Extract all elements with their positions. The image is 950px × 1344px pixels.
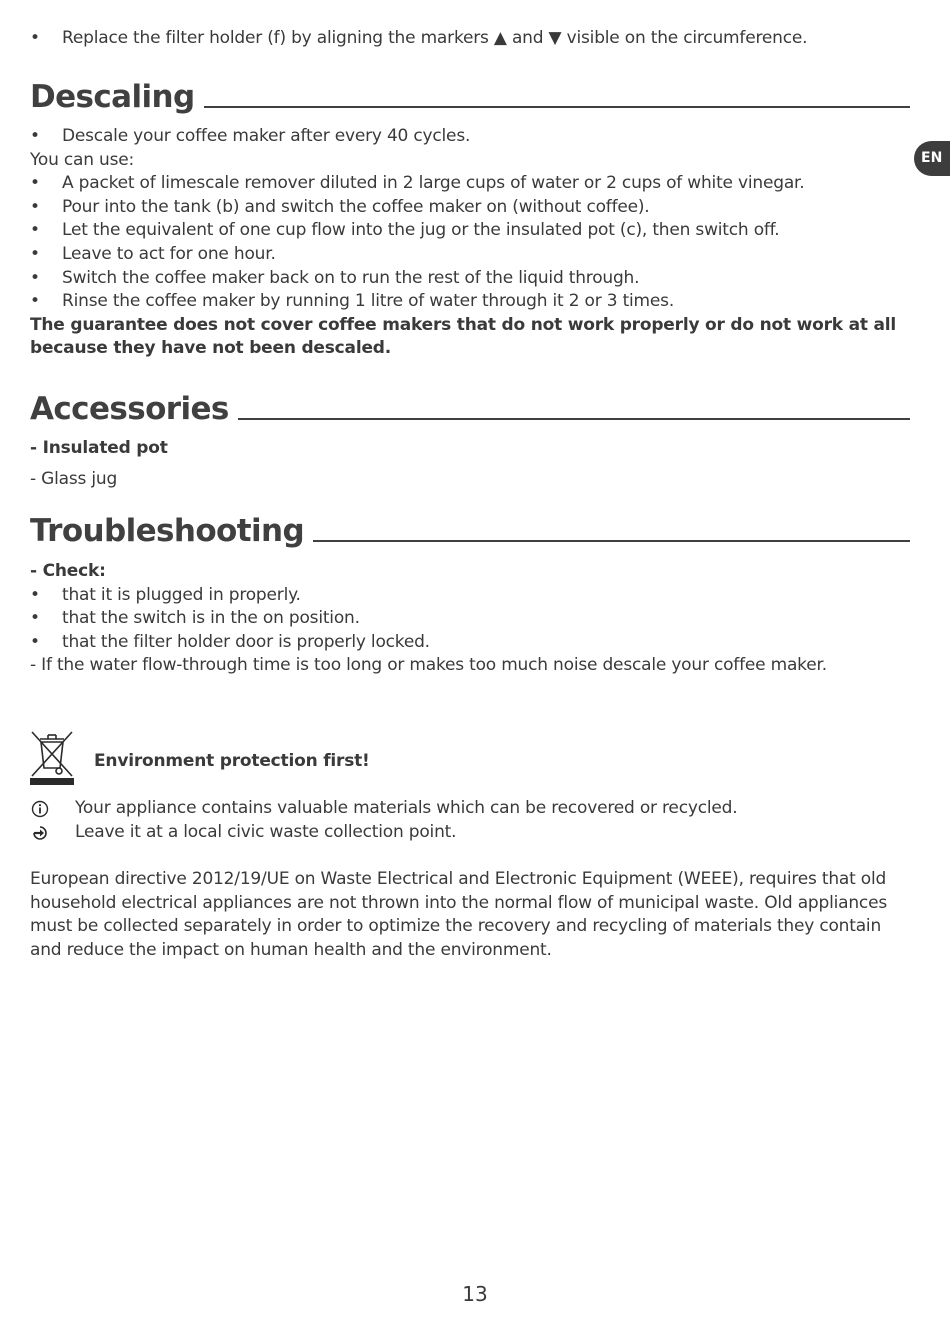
collection-point-line — [30, 821, 910, 845]
accessory-item: - Glass jug — [30, 469, 118, 489]
list-item: • Rinse the coffee maker by running 1 litre of water through it 2 or 3 times. — [30, 290, 910, 314]
list-item: • Leave to act for one hour. — [30, 243, 910, 267]
heading-rule — [204, 106, 910, 108]
check-label: - Check: — [30, 561, 106, 581]
page-number: 13 — [462, 1282, 488, 1306]
arrow-right-icon — [31, 824, 49, 842]
list-item: • Pour into the tank (b) and switch the coffee maker on (without coffee). — [30, 196, 910, 220]
flow-time-note: - If the water flow-through time is too long or makes too much noise descale your coffee maker. — [30, 655, 827, 676]
recyclable-line — [30, 797, 910, 821]
troubleshooting-section — [30, 560, 910, 678]
environment-title: Environment protection first! — [94, 751, 370, 771]
heading-rule — [313, 540, 910, 542]
info-circle-icon — [31, 800, 49, 818]
crossed-out-wheelie-bin-icon — [30, 730, 74, 786]
accessories-title: Accessories — [30, 391, 229, 427]
weee-directive-paragraph: European directive 2012/19/UE on Waste Electrical and Electronic Equipment (WEEE), requires that old household electrical appliances are not thrown into the normal flow of municipal waste. Old appliances must be collected separately in order to optimize the recovery and recycling of materials they contain and reduce the impact on human health and the environment. — [30, 869, 887, 960]
descale-interval-bullet: • Descale your coffee maker after every 40 cycles. — [30, 125, 910, 149]
heading-rule — [238, 418, 910, 420]
descaling-heading — [30, 80, 910, 114]
list-item: • Let the equivalent of one cup flow into the jug or the insulated pot (c), then switch off. — [30, 219, 910, 243]
descaling-section — [30, 125, 910, 361]
can-use-label: You can use: — [30, 149, 135, 170]
filter-holder-bullet: • Replace the filter holder (f) by aligning the markers ▲ and ▼ visible on the circumference. — [30, 27, 807, 51]
list-item: • A packet of limescale remover diluted in 2 large cups of water or 2 cups of white vinegar. — [30, 172, 910, 196]
descaling-title: Descaling — [30, 79, 195, 115]
guarantee-warning-line: The guarantee does not cover coffee makers that do not work properly or do not work at all — [30, 314, 897, 335]
language-tab: EN — [914, 141, 950, 176]
guarantee-warning-line: because they have not been descaled. — [30, 338, 392, 359]
collection-point-text: Leave it at a local civic waste collection point. — [75, 821, 457, 842]
accessory-item: - Insulated pot — [30, 438, 168, 458]
list-item: • Switch the coffee maker back on to run the rest of the liquid through. — [30, 267, 910, 291]
list-item: • that it is plugged in properly. — [30, 584, 910, 608]
accessories-heading — [30, 392, 910, 426]
troubleshooting-heading — [30, 514, 910, 548]
troubleshooting-title: Troubleshooting — [30, 513, 305, 549]
list-item: • that the filter holder door is properly locked. — [30, 631, 910, 655]
recyclable-text: Your appliance contains valuable materials which can be recovered or recycled. — [75, 798, 738, 818]
environment-section — [30, 797, 910, 844]
list-item: • that the switch is in the on position. — [30, 607, 910, 631]
